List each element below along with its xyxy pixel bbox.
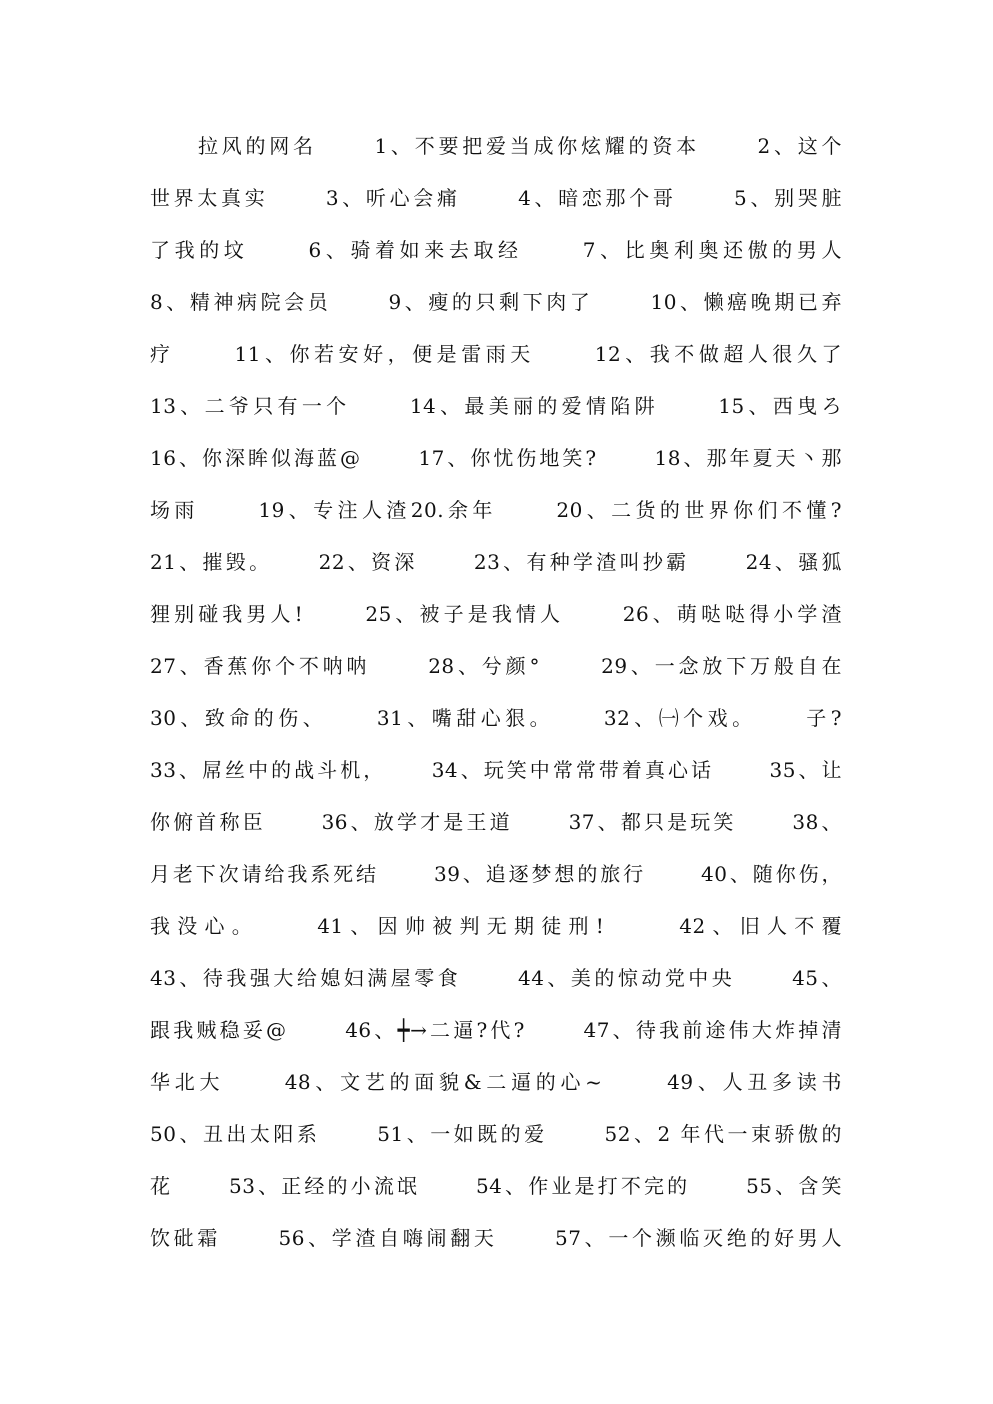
text-line: 花 53、正经的小流氓 54、作业是打不完的 55、含笑 bbox=[150, 1174, 842, 1198]
text-line: 43、待我强大给媳妇满屋零食 44、美的惊动党中央 45、 bbox=[150, 966, 842, 990]
text-line: 跟我贼稳妥@ 46、┿→二逼?代? 47、待我前途伟大炸掉清 bbox=[150, 1018, 842, 1042]
text-line: 华北大 48、文艺的面貌&二逼的心~ 49、人丑多读书 bbox=[150, 1070, 842, 1094]
text-line: 27、香蕉你个不呐呐 28、兮颜° 29、一念放下万般自在 bbox=[150, 654, 842, 678]
text-line: 21、摧毁。 22、资深 23、有种学渣叫抄霸 24、骚狐 bbox=[150, 550, 842, 574]
body-text bbox=[150, 120, 842, 1264]
text-line: 月老下次请给我系死结 39、追逐梦想的旅行 40、随你伤， bbox=[150, 862, 842, 886]
text-line: 了我的坟 6、骑着如来去取经 7、比奥利奥还傲的男人 bbox=[150, 238, 842, 262]
text-line: 我没心。 41、因帅被判无期徒刑! 42、旧人不覆 bbox=[150, 914, 842, 938]
text-line: 13、二爷只有一个 14、最美丽的爱情陷阱 15、西曳ろ bbox=[150, 394, 842, 418]
text-line: 场雨 19、专注人渣20.余年 20、二货的世界你们不懂? bbox=[150, 498, 842, 522]
text-line: 狸别碰我男人! 25、被子是我情人 26、萌哒哒得小学渣 bbox=[150, 602, 842, 626]
text-line: 你俯首称臣 36、放学才是王道 37、都只是玩笑 38、 bbox=[150, 810, 842, 834]
text-line: 世界太真实 3、听心会痛 4、暗恋那个哥 5、别哭脏 bbox=[150, 186, 842, 210]
text-line: 50、丑出太阳系 51、一如既的爱 52、2 年代一束骄傲的 bbox=[150, 1122, 842, 1146]
text-line: 疗 11、你若安好，便是雷雨天 12、我不做超人很久了 bbox=[150, 342, 842, 366]
text-line: 8、精神病院会员 9、瘦的只剩下肉了 10、懒癌晚期已弃 bbox=[150, 290, 842, 314]
text-line: 16、你深眸似海蓝@ 17、你忧伤地笑? 18、那年夏天丶那 bbox=[150, 446, 842, 470]
text-line: 33、屌丝中的战斗机， 34、玩笑中常常带着真心话 35、让 bbox=[150, 758, 842, 782]
text-line: 30、致命的伤、 31、嘴甜心狠。 32、㈠个戏。 子? bbox=[150, 706, 842, 730]
text-line: 拉风的网名 1、不要把爱当成你炫耀的资本 2、这个 bbox=[198, 134, 842, 158]
text-line: 饮砒霜 56、学渣自嗨闹翻天 57、一个濒临灭绝的好男人 bbox=[150, 1226, 842, 1250]
